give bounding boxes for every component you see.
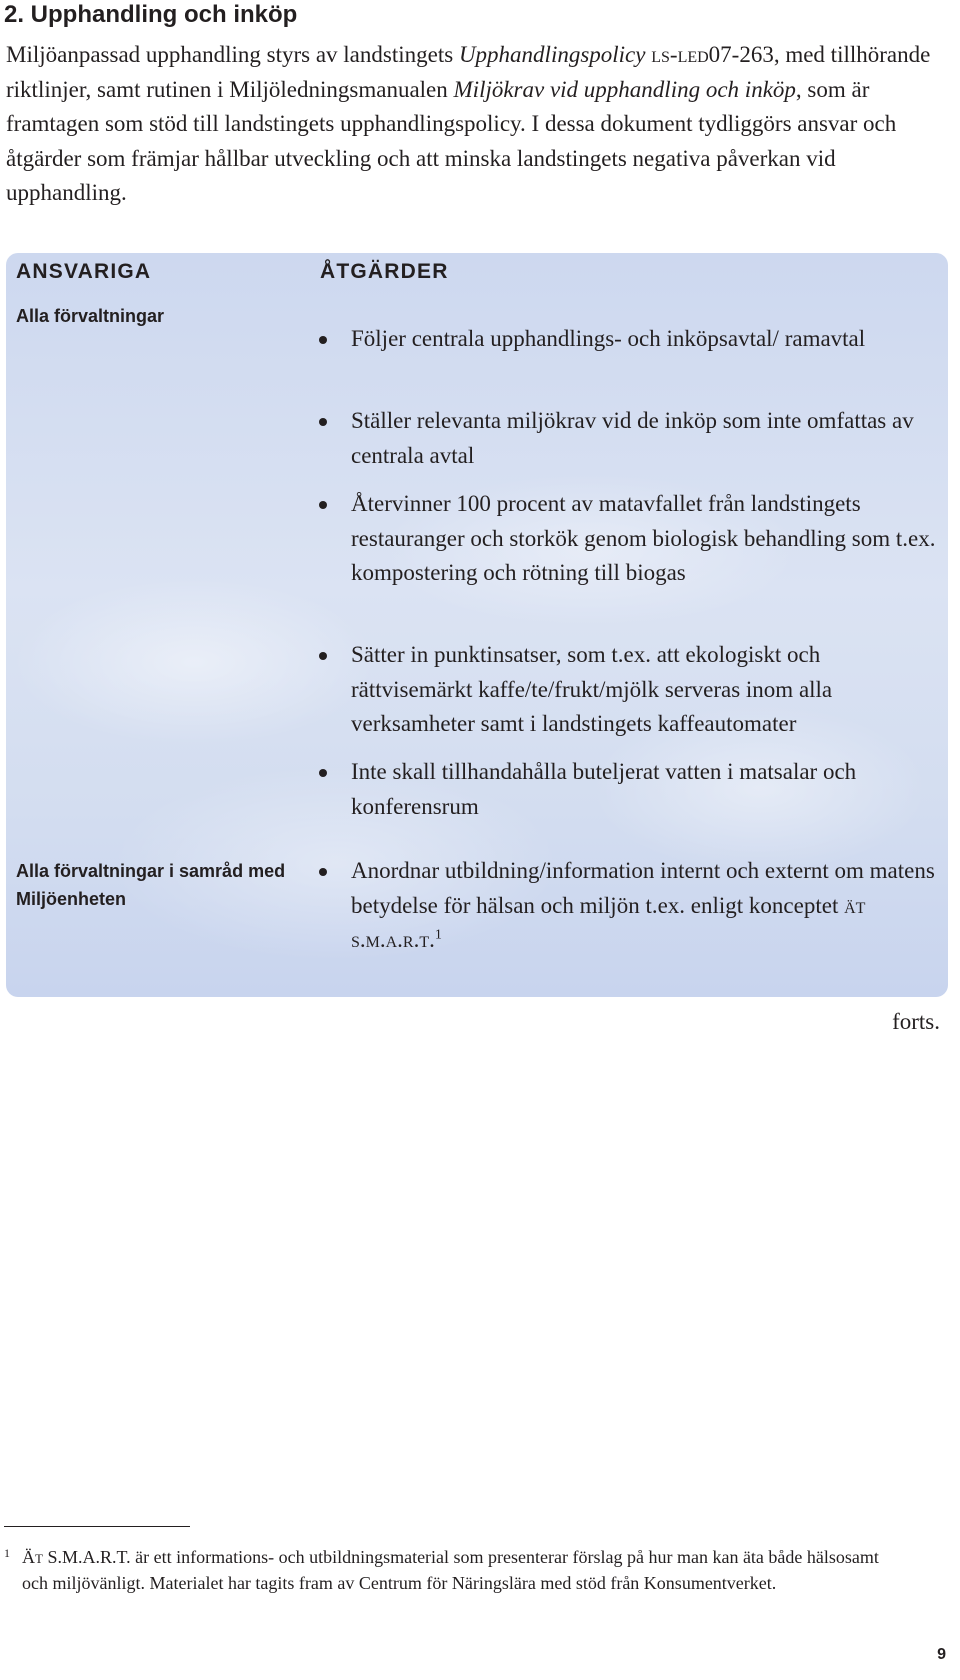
responsible-all-departments: Alla förvaltningar xyxy=(16,306,165,326)
bullet-icon xyxy=(319,501,327,509)
action-text: Följer centrala upphandlings- och inköpsavtal/ ramavtal xyxy=(351,326,866,351)
bullet-icon xyxy=(319,769,327,777)
policy-name: Upphandlingspolicy xyxy=(458,42,646,67)
action-text-body: Anordnar utbildning/information internt och externt om matens betydelse för hälsan och miljön t.ex. enligt konceptet xyxy=(351,858,935,918)
responsible-with-environment-unit: Alla förvaltningar i samråd med Miljöenheten xyxy=(16,861,286,909)
continued-label: forts. xyxy=(892,1009,940,1034)
bullet-icon xyxy=(319,652,327,660)
policy-reference: ls-led07-263 xyxy=(651,42,774,67)
page-number: 9 xyxy=(937,1646,946,1663)
action-text: Ställer relevanta miljökrav vid de inköp som inte omfattas av centrala avtal xyxy=(351,408,914,468)
column-header-actions: ÅTGÄRDER xyxy=(320,260,449,283)
action-item xyxy=(296,755,936,824)
action-item xyxy=(296,854,936,958)
action-item xyxy=(296,322,936,357)
footnote-line-2: och miljövänligt. Materialet har tagits fram av Centrum för Näringslära med stöd från Konsumentverket. xyxy=(22,1573,777,1593)
intro-text-1: Miljöanpassad upphandling styrs av landstingets xyxy=(6,42,459,67)
footnote-concept: Ät S.M.A.R.T. xyxy=(22,1547,131,1567)
action-text xyxy=(351,854,936,958)
responsibility-table xyxy=(6,253,948,997)
bullet-icon xyxy=(319,868,327,876)
column-header-responsible: ANSVARIGA xyxy=(16,260,152,283)
intro-paragraph xyxy=(6,38,956,211)
concept-name: ät s.m.a.r.t. xyxy=(351,892,866,952)
bullet-icon xyxy=(319,418,327,426)
footnote-reference[interactable]: 1 xyxy=(434,927,442,943)
footnote-marker: 1 xyxy=(4,1546,10,1560)
bullet-icon xyxy=(319,336,327,344)
intro-text-2: , med tillhörande riktlinjer, samt rutinen i Miljöledningsmanualen xyxy=(6,42,931,102)
footnote xyxy=(4,1544,960,1596)
action-text: Återvinner 100 procent av matavfallet från landstingets restauranger och storkök genom biologisk behandling som t.ex. kompostering och rötning till biogas xyxy=(351,491,936,585)
action-item xyxy=(296,404,936,473)
footnote-divider xyxy=(4,1526,190,1527)
routine-name: Miljökrav vid upphandling och inköp xyxy=(453,76,796,102)
action-text: Sätter in punktinsatser, som t.ex. att ekologiskt och rättvisemärkt kaffe/te/frukt/mjölk serveras inom alla verksamheter samt i landstingets kaffeautomater xyxy=(351,642,833,736)
action-text: Inte skall tillhandahålla buteljerat vatten i matsalar och konferensrum xyxy=(351,759,857,819)
action-item xyxy=(296,638,936,742)
section-heading: 2. Upphandling och inköp xyxy=(4,1,298,28)
footnote-line-1: är ett informations- och utbildningsmaterial som presenterar förslag på hur man kan äta både hälsosamt xyxy=(130,1547,879,1567)
intro-text-3: , som är framtagen som stöd till landstingets upphandlingspolicy. I dessa dokument tydliggörs ansvar och åtgärder som främjar hållbar utveckling och att minska landstingets negativa påverkan vid upphandling. xyxy=(6,76,897,205)
action-item xyxy=(296,487,936,591)
